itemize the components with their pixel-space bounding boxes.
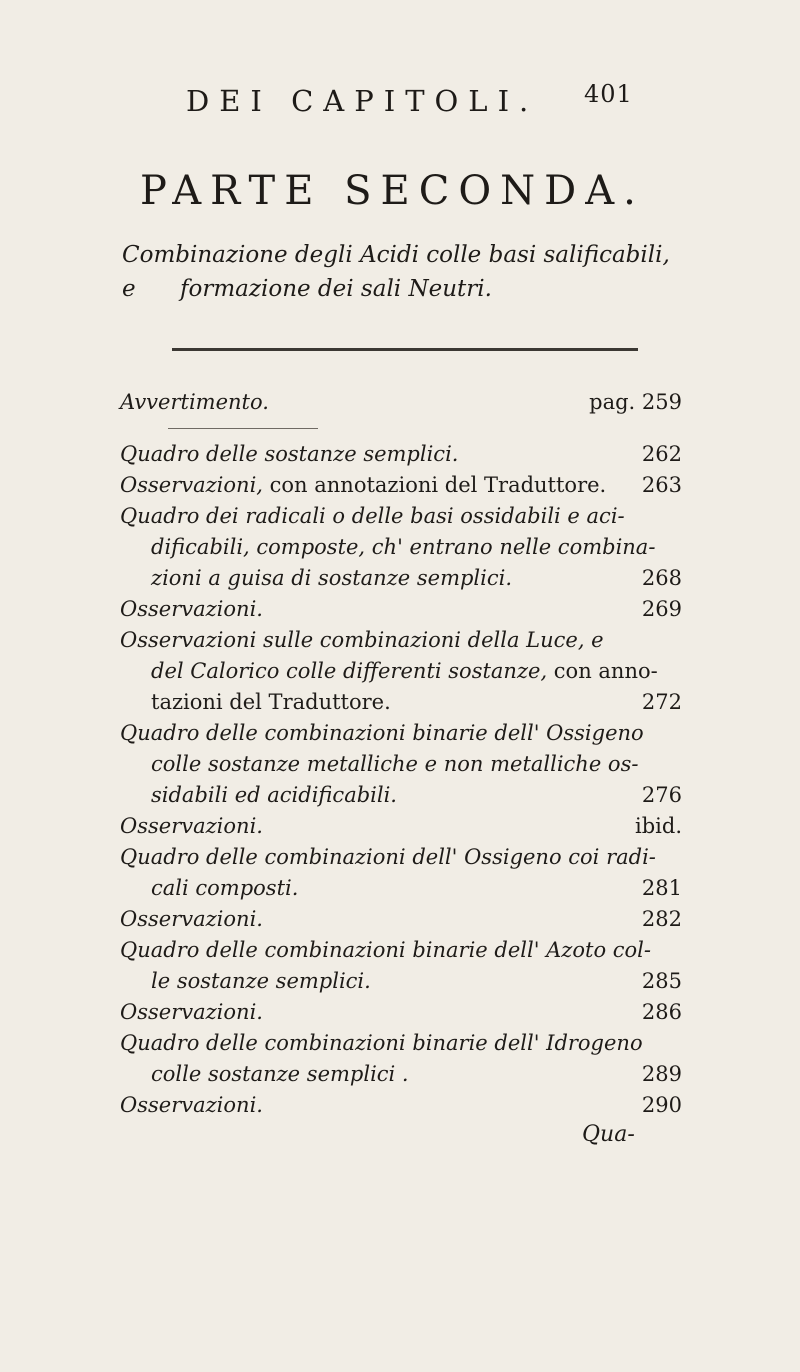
toc-entry: Quadro delle combinazioni binarie dell' Azoto col- xyxy=(120,938,651,962)
page-number: 401 xyxy=(584,80,633,108)
toc-entry: Osservazioni. ibid. xyxy=(120,814,682,838)
toc-entry: dificabili, composte, ch' entrano nelle combina- xyxy=(151,535,656,559)
toc-entry: Osservazioni. 282 xyxy=(120,907,682,931)
toc-entry: Osservazioni. 290 xyxy=(120,1093,682,1117)
toc-entry: Quadro dei radicali o delle basi ossidabili e aci- xyxy=(120,504,625,528)
toc-entry: Osservazioni, con annotazioni del Traduttore. 263 xyxy=(120,473,682,497)
running-head xyxy=(186,80,633,118)
toc-entry: zioni a guisa di sostanze semplici. 268 xyxy=(151,566,682,590)
toc-entry: Osservazioni. 269 xyxy=(120,597,682,621)
subtitle-line-2: formazione dei sali Neutri. xyxy=(180,276,492,302)
part-title: PARTE SECONDA. xyxy=(140,168,645,214)
toc-entry: Avvertimento. pag. 259 xyxy=(120,390,682,414)
toc-entry: Osservazioni sulle combinazioni della Luce, e xyxy=(120,628,604,652)
toc-entry: Quadro delle combinazioni dell' Ossigeno coi radi- xyxy=(120,845,656,869)
toc-entry: Quadro delle combinazioni binarie dell' Ossigeno xyxy=(120,721,644,745)
catchword: Qua- xyxy=(582,1122,635,1147)
subtitle-line-1: Combinazione degli Acidi colle basi salificabili, e xyxy=(122,242,670,302)
running-head-text: DEI CAPITOLI. xyxy=(186,84,539,118)
toc-entry: Quadro delle combinazioni binarie dell' Idrogeno xyxy=(120,1031,643,1055)
toc-entry: del Calorico colle differenti sostanze, con anno- xyxy=(151,659,658,683)
toc-entry: tazioni del Traduttore. 272 xyxy=(151,690,682,714)
toc-entry: colle sostanze semplici . 289 xyxy=(151,1062,682,1086)
section-rule xyxy=(172,348,638,351)
toc-entry: le sostanze semplici. 285 xyxy=(151,969,682,993)
toc-entry: colle sostanze metalliche e non metalliche os- xyxy=(151,752,639,776)
toc-entry: sidabili ed acidificabili. 276 xyxy=(151,783,682,807)
toc-entry: Osservazioni. 286 xyxy=(120,1000,682,1024)
toc-entry: cali composti. 281 xyxy=(151,876,682,900)
short-rule xyxy=(168,428,318,429)
toc-entry: Quadro delle sostanze semplici. 262 xyxy=(120,442,682,466)
